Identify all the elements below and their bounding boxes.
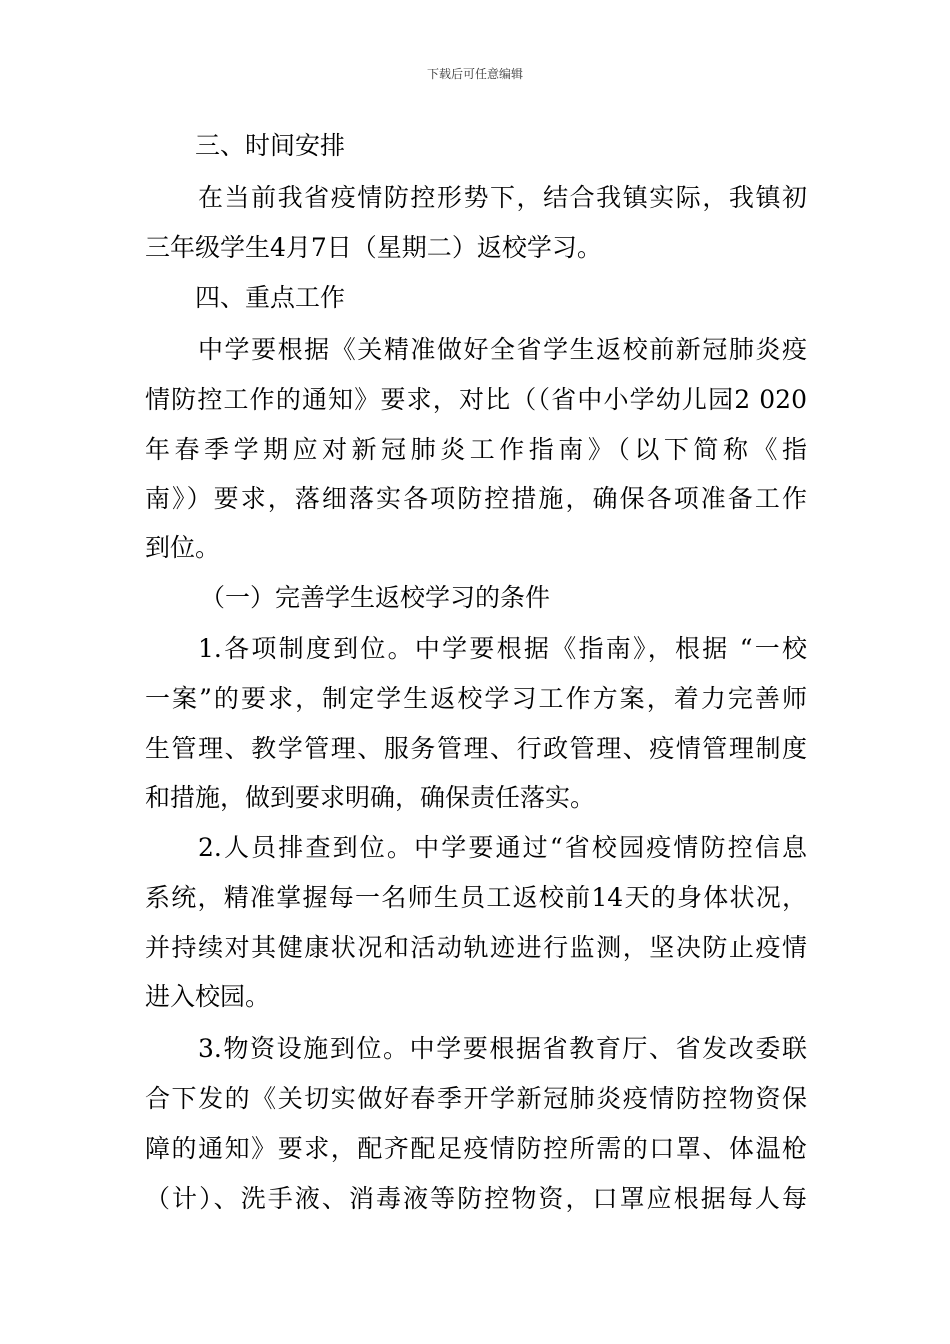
paragraph-line: 到位。 bbox=[145, 533, 221, 562]
paragraph-line: 合下发的《关切实做好春季开学新冠肺炎疫情防控物资保 bbox=[145, 1084, 807, 1113]
paragraph-line: 3.物资设施到位。中学要根据省教育厅、省发改委联 bbox=[198, 1034, 807, 1063]
paragraph-line: 障的通知》要求，配齐配足疫情防控所需的口罩、体温枪 bbox=[145, 1134, 807, 1163]
subheading-conditions: （一）完善学生返校学习的条件 bbox=[200, 583, 551, 612]
paragraph-line: （计）、洗手液、消毒液等防控物资，口罩应根据每人每 bbox=[145, 1184, 807, 1213]
paragraph-line: 生管理、教学管理、服务管理、行政管理、疫情管理制度 bbox=[145, 734, 807, 763]
heading-schedule: 三、时间安排 bbox=[195, 131, 346, 160]
paragraph-line: 并持续对其健康状况和活动轨迹进行监测，坚决防止疫情 bbox=[145, 933, 807, 962]
paragraph-line: 中学要根据《关精准做好全省学生返校前新冠肺炎疫 bbox=[198, 335, 807, 364]
paragraph-line: 2.人员排查到位。中学要通过“省校园疫情防控信息 bbox=[198, 833, 807, 862]
paragraph-line: 三年级学生4月7日（星期二）返校学习。 bbox=[145, 233, 602, 262]
paragraph-line: 进入校园。 bbox=[145, 982, 271, 1011]
paragraph-line: 在当前我省疫情防控形势下，结合我镇实际，我镇初 bbox=[198, 183, 807, 212]
page-header: 下载后可任意编辑 bbox=[426, 67, 523, 81]
paragraph-line: 1.各项制度到位。中学要根据《指南》，根据 “一校 bbox=[198, 634, 807, 663]
paragraph-line: 年春季学期应对新冠肺炎工作指南》（以下简称《指 bbox=[145, 435, 807, 464]
paragraph-line: 一案”的要求，制定学生返校学习工作方案，着力完善师 bbox=[145, 684, 807, 713]
paragraph-line: 和措施，做到要求明确，确保责任落实。 bbox=[145, 783, 596, 812]
paragraph-line: 系统，精准掌握每一名师生员工返校前14天的身体状况， bbox=[145, 883, 807, 912]
paragraph-line: 情防控工作的通知》要求，对比（（省中小学幼儿园2 020 bbox=[145, 385, 807, 414]
paragraph-line: 南》）要求，落细落实各项防控措施，确保各项准备工作 bbox=[145, 484, 807, 513]
heading-key-work: 四、重点工作 bbox=[195, 283, 346, 312]
